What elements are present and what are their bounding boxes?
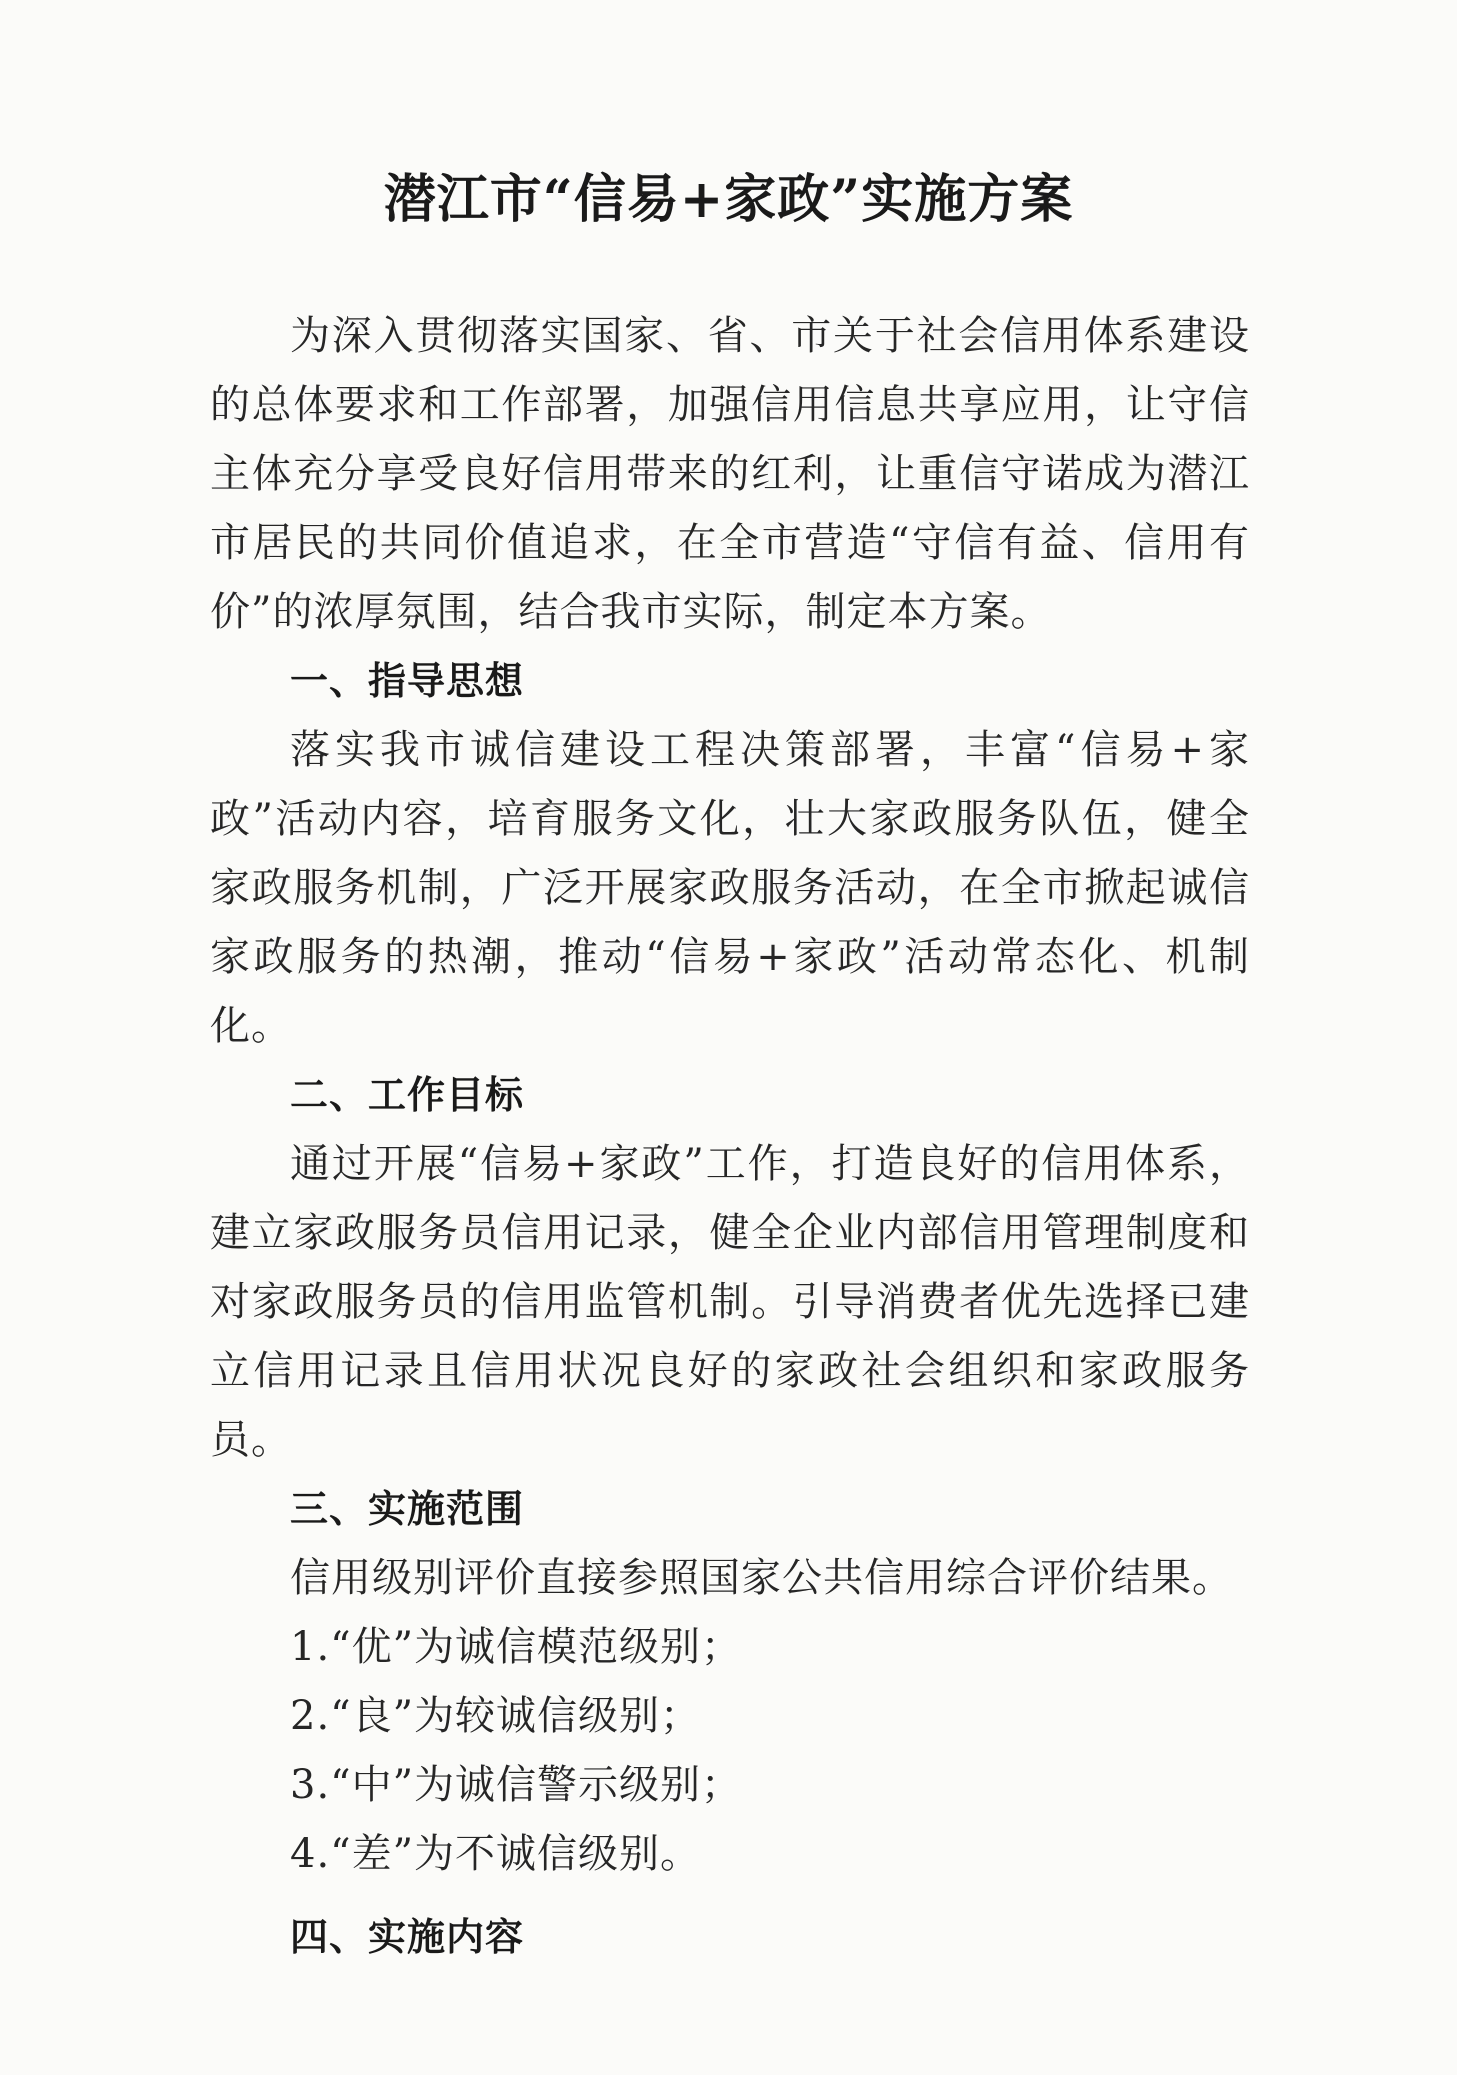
document-body [210, 302, 1250, 1972]
credit-level-item: 1.“优”为诚信模范级别； [290, 1624, 743, 1670]
section-text-work-goals: 通过开展“信易+家政”工作，打造良好的信用体系，建立家政服务员信用记录，健全企业内部信用管理制度和对家政服务员的信用监管机制。引导消费者优先选择已建立信用记录且信用状况良好的家政社会组织和家政服务员。 [210, 1141, 1250, 1463]
section-heading-implementation: 四、实施内容 [290, 1915, 525, 1959]
section-heading-scope: 三、实施范围 [290, 1487, 525, 1531]
section-heading-work-goals: 二、工作目标 [290, 1073, 525, 1117]
document-title: 潜江市“信易+家政”实施方案 [383, 169, 1074, 230]
section-heading-guiding-ideology: 一、指导思想 [290, 659, 525, 703]
intro-paragraph: 为深入贯彻落实国家、省、市关于社会信用体系建设的总体要求和工作部署，加强信用信息共享应用，让守信主体充分享受良好信用带来的红利，让重信守诺成为潜江市居民的共同价值追求，在全市营造“守信有益、信用有价”的浓厚氛围，结合我市实际，制定本方案。 [210, 313, 1250, 635]
credit-level-item: 3.“中”为诚信警示级别； [290, 1762, 743, 1808]
credit-level-item: 2.“良”为较诚信级别； [290, 1693, 702, 1739]
section-text-guiding-ideology: 落实我市诚信建设工程决策部署，丰富“信易+家政”活动内容，培育服务文化，壮大家政服务队伍，健全家政服务机制，广泛开展家政服务活动，在全市掀起诚信家政服务的热潮，推动“信易+家政”活动常态化、机制化。 [210, 727, 1250, 1049]
credit-level-item: 4.“差”为不诚信级别。 [290, 1831, 702, 1877]
section-text-scope: 信用级别评价直接参照国家公共信用综合评价结果。 [290, 1555, 1233, 1601]
